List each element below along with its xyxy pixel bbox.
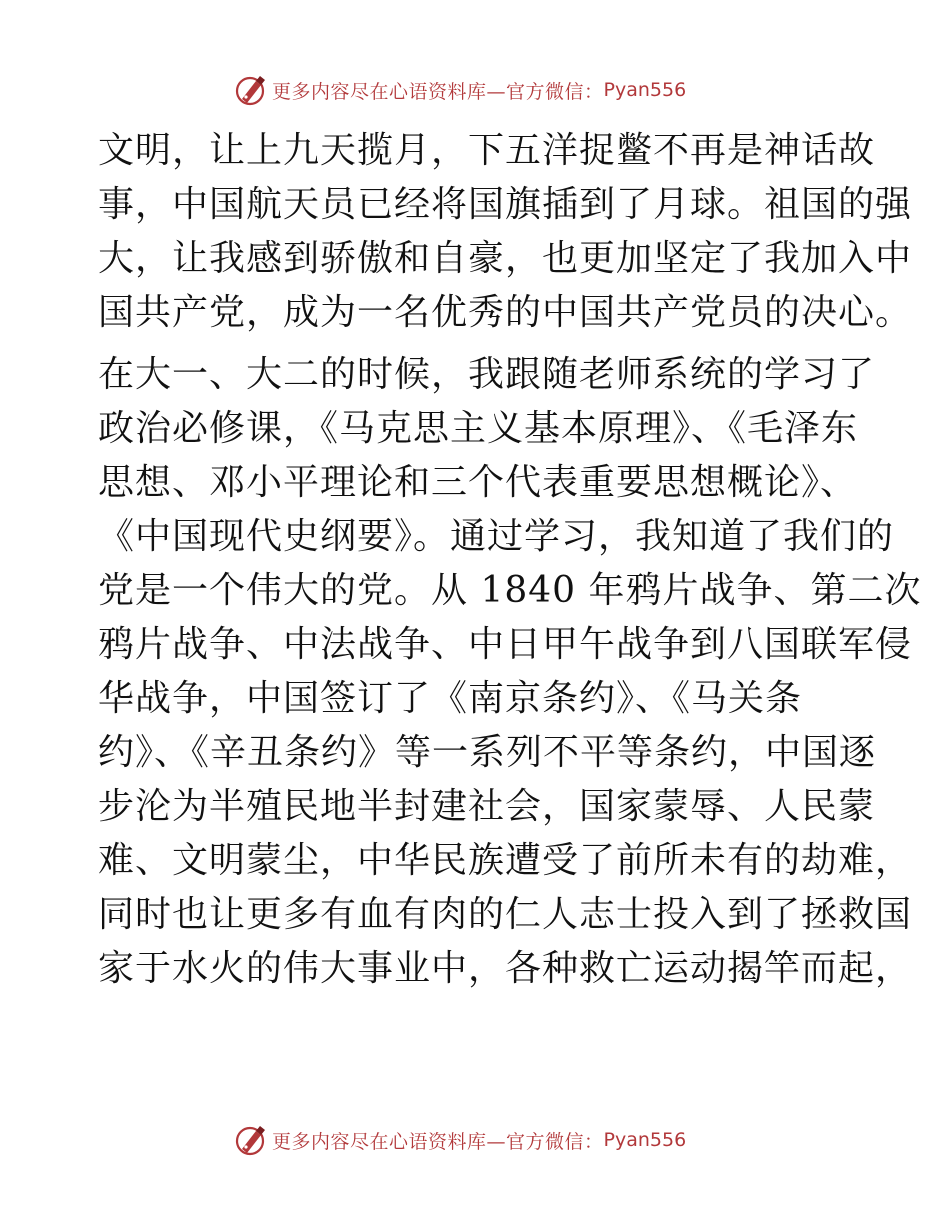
document-body — [98, 124, 922, 996]
pen-logo-icon — [234, 73, 268, 107]
text-line: 约》、《辛丑条约》等一系列不平等条约，中国逐 — [98, 732, 877, 773]
pen-logo-icon — [234, 1123, 268, 1157]
text-line: 事，中国航天员已经将国旗插到了月球。祖国的强 — [98, 184, 913, 225]
paragraph — [98, 124, 913, 340]
text-line: 政治必修课，《马克思主义基本原理》、《毛泽东 — [98, 408, 859, 449]
footer-brand-text: 更多内容尽在心语资料库—官方微信： — [272, 1130, 604, 1153]
footer-banner — [234, 1122, 734, 1158]
text-line: 国共产党，成为一名优秀的中国共产党员的决心。 — [98, 292, 913, 333]
text-line: 鸦片战争、中法战争、中日甲午战争到八国联军侵 — [98, 624, 913, 665]
text-line: 在大一、大二的时候，我跟随老师系统的学习了 — [98, 354, 876, 395]
text-line: 党是一个伟大的党。从 1840 年鸦片战争、第二次 — [98, 570, 922, 611]
header-wechat-id: Pyan556 — [603, 79, 687, 101]
text-line: 文明，让上九天揽月，下五洋捉鳖不再是神话故 — [98, 130, 876, 171]
text-line: 同时也让更多有血有肉的仁人志士投入到了拯救国 — [98, 894, 913, 935]
header-brand-text: 更多内容尽在心语资料库—官方微信： — [272, 80, 604, 103]
text-line: 步沦为半殖民地半封建社会，国家蒙辱、人民蒙 — [98, 786, 876, 827]
text-line: 思想、邓小平理论和三个代表重要思想概论》、 — [98, 462, 858, 503]
paragraph-gap — [98, 340, 858, 348]
text-line: 华战争，中国签订了《南京条约》、《马关条 — [98, 678, 803, 719]
paragraph — [98, 348, 922, 996]
footer-wechat-id: Pyan556 — [603, 1129, 687, 1151]
header-banner — [234, 72, 734, 108]
text-line: 《中国现代史纲要》。通过学习，我知道了我们的 — [98, 516, 895, 557]
text-line: 家于水火的伟大事业中，各种救亡运动揭竿而起， — [98, 948, 913, 989]
text-line: 难、文明蒙尘，中华民族遭受了前所未有的劫难， — [98, 840, 913, 881]
text-line: 大，让我感到骄傲和自豪，也更加坚定了我加入中 — [98, 238, 913, 279]
